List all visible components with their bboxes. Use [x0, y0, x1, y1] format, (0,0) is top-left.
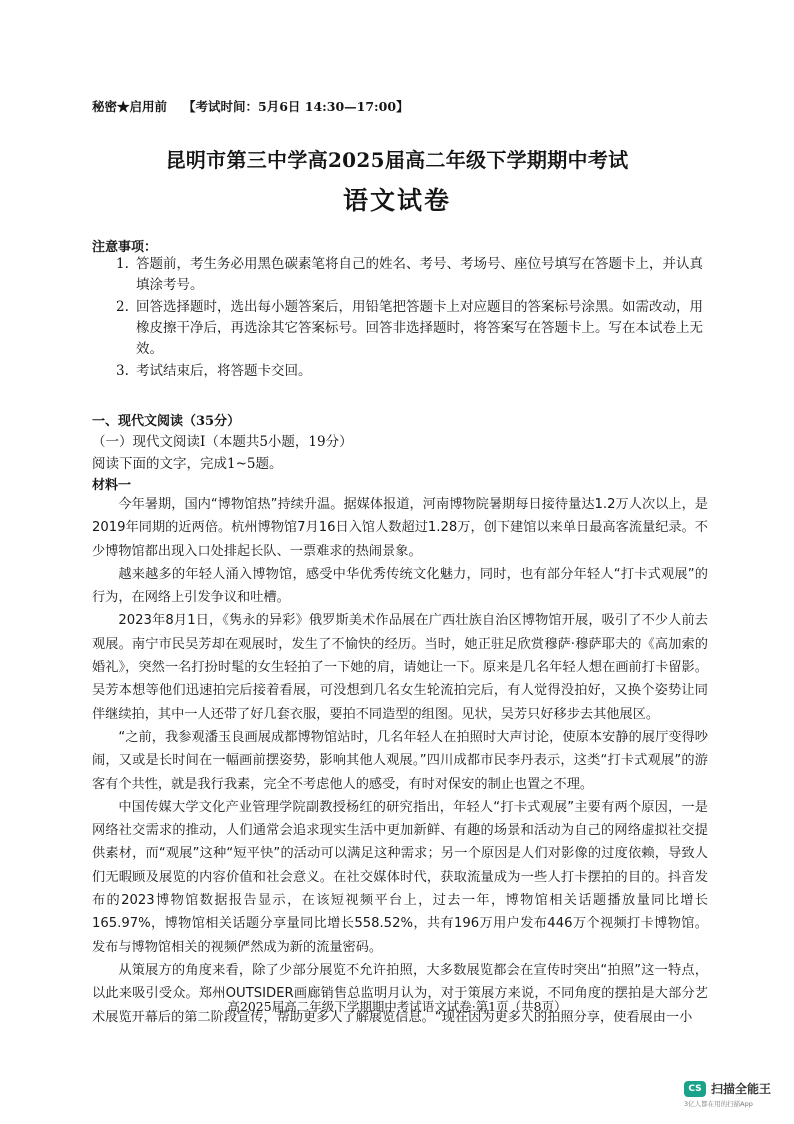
note-text: 考试结束后，将答题卡交回。	[136, 363, 312, 379]
material-label: 材料一	[92, 478, 132, 493]
note-number: 1.	[116, 256, 129, 272]
paragraph: “之前，我参观潘玉良画展成都博物馆站时，几名年轻人在拍照时大声讨论，使原本安静的展厅变得吵闹，又或是长时间在一幅画前摆姿势，影响其他人观展。”四川成都市民李丹表示，这类“打卡式观展”的游客有个共性，就是我行我素，完全不考虑他人的感受，有时对保安的制止也置之不理。	[92, 729, 708, 792]
scanner-watermark	[684, 1080, 784, 1108]
note-number: 2.	[116, 299, 129, 315]
note-number: 3.	[116, 363, 129, 379]
paragraph: 2023年8月1日，《隽永的异彩》俄罗斯美术作品展在广西壮族自治区博物馆开展，吸引了不少人前去观展。南宁市民吴芳却在观展时，发生了不愉快的经历。当时，她正驻足欣赏穆萨·穆萨耶夫的《高加索的婚礼》，突然一名打扮时髦的女生轻拍了一下她的肩，请她让一下。原来是几名年轻人想在画前打卡留影。吴芳本想等他们迅速拍完后接着看展，可没想到几名女生轮流拍完后，有人觉得没拍好，又换个姿势让同伴继续拍，其中一人还带了好几套衣服，要拍不同造型的组图。见状，吴芳只好移步去其他展区。	[92, 613, 708, 722]
exam-title: 昆明市第三中学高2025届高二年级下学期期中考试	[165, 148, 629, 172]
note-item	[116, 254, 706, 296]
section-instruction: 阅读下面的文字，完成1~5题。	[92, 456, 283, 472]
paragraph: 今年暑期，国内“博物馆热”持续升温。据媒体报道，河南博物院暑期每日接待量达1.2万人次以上，是2019年同期的近两倍。杭州博物馆7月16日入馆人数超过1.28万，创下建馆以来单日最高客流量纪录。不少博物馆都出现入口处排起长队、一票难求的热闹景象。	[92, 497, 708, 559]
section-subtitle: （一）现代文阅读Ⅰ（本题共5小题，19分）	[92, 434, 353, 450]
note-item	[116, 297, 706, 360]
secret-label: 秘密★启用前	[92, 99, 168, 114]
section-title: 一、现代文阅读（35分）	[92, 414, 241, 429]
notes-list	[116, 254, 706, 383]
exam-time: 【考试时间：5月6日 14:30—17:00】	[183, 99, 409, 114]
header-line	[92, 97, 409, 115]
note-text: 回答选择题时，选出每小题答案后，用铅笔把答题卡上对应题目的答案标号涂黑。如需改动，用橡皮擦干净后，再选涂其它答案标号。回答非选择题时，将答案写在答题卡上。写在本试卷上无效。	[136, 299, 703, 357]
camscanner-logo-icon: CS	[684, 1081, 706, 1097]
reading-passage	[92, 493, 708, 1029]
note-item	[116, 361, 706, 382]
subject-title: 语文试卷	[342, 186, 451, 215]
page-footer: 高2025届高二年级下学期期中考试语文试卷·第1页（共8页）	[227, 999, 567, 1014]
paragraph: 从策展方的角度来看，除了少部分展览不允许拍照，大多数展览都会在宣传时突出“拍照”这一特点，以此来吸引受众。郑州OUTSIDER画廊销售总监明月认为，对于策展方来说，不同角度的摆拍是大部分艺术展览开幕后的第二阶段宣传，帮助更多人了解展览信息。“现在因为更多人的拍照分享，使看展由一小	[92, 962, 708, 1025]
watermark-name: 扫描全能王	[711, 1082, 772, 1096]
paragraph: 越来越多的年轻人涌入博物馆，感受中华优秀传统文化魅力，同时，也有部分年轻人“打卡式观展”的行为，在网络上引发争议和吐槽。	[92, 566, 708, 606]
watermark-tagline: 3亿人都在用的扫描App	[684, 1100, 753, 1108]
note-text: 答题前，考生务必用黑色碳素笔将自己的姓名、考号、考场号、座位号填写在答题卡上，并认真填涂考号。	[136, 256, 703, 293]
paragraph: 中国传媒大学文化产业管理学院副教授杨红的研究指出，年轻人“打卡式观展”主要有两个原因，一是网络社交需求的推动，人们通常会追求现实生活中更加新鲜、有趣的场景和活动为自己的网络虚拟社交提供素材，而“观展”这种“短平快”的活动可以满足这种需求；另一个原因是人们对影像的过度依赖，导致人们无暇顾及展览的内容价值和社会意义。在社交媒体时代，获取流量成为一些人打卡摆拍的目的。抖音发布的2023博物馆数据报告显示，在该短视频平台上，过去一年，博物馆相关话题播放量同比增长165.97%，博物馆相关话题分享量同比增长558.52%，共有196万用户发布446万个视频打卡博物馆。发布与博物馆相关的视频俨然成为新的流量密码。	[92, 799, 708, 955]
notes-title: 注意事项：	[92, 240, 158, 255]
